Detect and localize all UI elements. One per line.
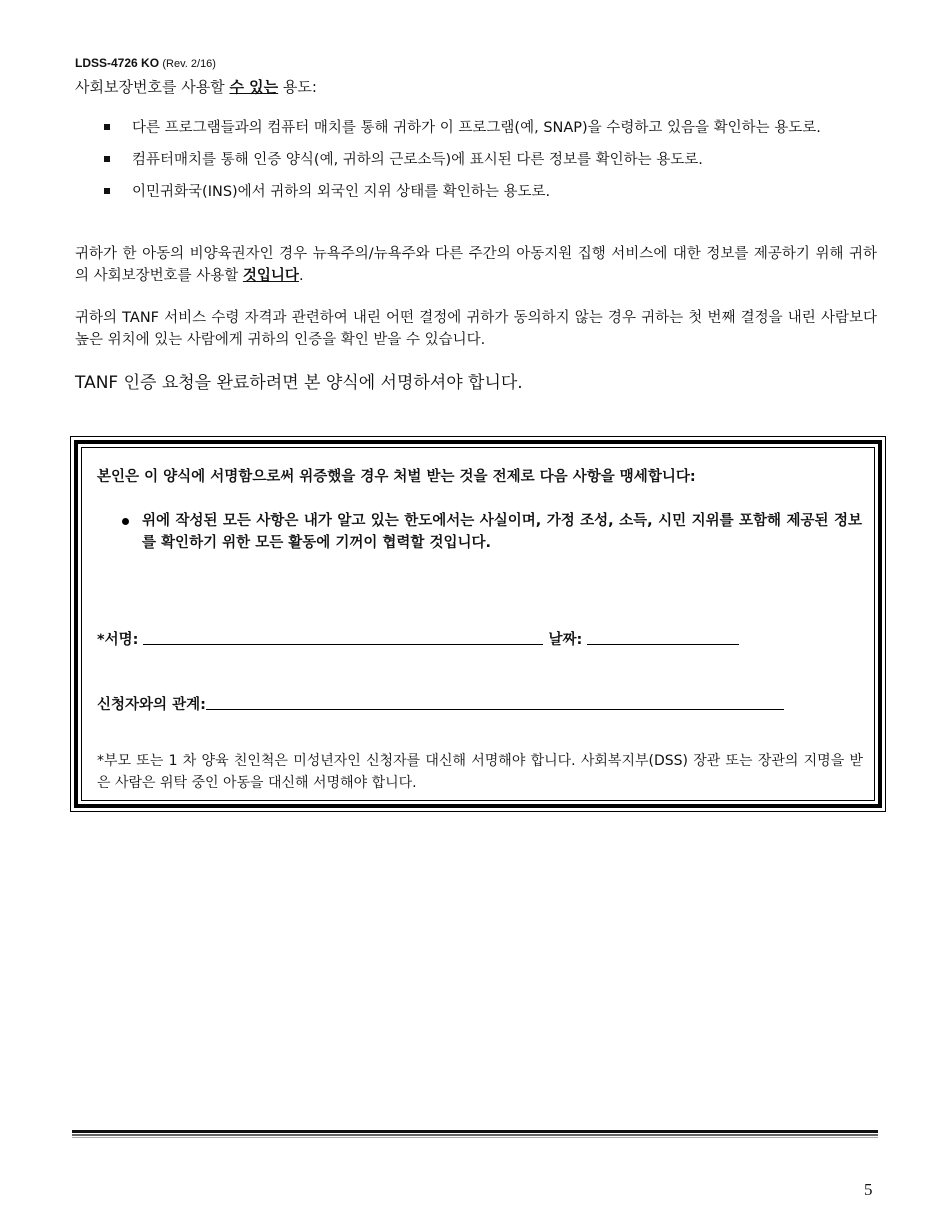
form-code: LDSS-4726 KO <box>75 56 160 70</box>
page-number: 5 <box>864 1180 873 1199</box>
signature-row <box>97 628 739 649</box>
signature-field[interactable] <box>143 643 543 645</box>
signature-note: *부모 또는 1 차 양육 친인척은 미성년자인 신청자를 대신해 서명해야 합니다. 사회복지부(DSS) 장관 또는 장관의 지명을 받은 사람은 위탁 중인 아동을 대신해 서명해야 합니다. <box>97 753 863 791</box>
certification-list <box>122 510 862 554</box>
relationship-label: 신청자와의 관계: <box>97 697 206 713</box>
footer-divider <box>72 1130 878 1138</box>
list-item: 이민귀화국(INS)에서 귀하의 외국인 지위 상태를 확인하는 용도로. <box>104 182 877 203</box>
child-support-paragraph: 귀하가 한 아동의 비양육권자인 경우 뉴욕주의/뉴욕주와 다른 주간의 아동지원 집행 서비스에 대한 정보를 제공하기 위해 귀하의 사회보장번호를 사용할 것입니다. <box>75 246 877 284</box>
signature-label: *서명: <box>97 632 139 648</box>
list-item: 위에 작성된 모든 사항은 내가 알고 있는 한도에서는 사실이며, 가정 조성, 소득, 시민 지위를 포함해 제공된 정보를 확인하기 위한 모든 활동에 기꺼이 협력할 것입니다. <box>122 510 862 554</box>
square-bullet-icon <box>104 156 110 162</box>
square-bullet-icon <box>104 188 110 194</box>
ssn-uses-heading: 사회보장번호를 사용할 수 있는 용도: <box>75 78 317 96</box>
form-revision: (Rev. 2/16) <box>162 58 216 70</box>
emphasis-will: 것입니다 <box>242 268 299 284</box>
form-identifier <box>75 56 216 70</box>
certification-intro: 본인은 이 양식에 서명함으로써 위증했을 경우 처벌 받는 것을 전제로 다음 사항을 맹세합니다: <box>97 469 696 485</box>
review-paragraph: 귀하의 TANF 서비스 수령 자격과 관련하여 내린 어떤 결정에 귀하가 동의하지 않는 경우 귀하는 첫 번째 결정을 내린 사람보다 높은 위치에 있는 사람에게 귀하의 인증을 확인 받을 수 있습니다. <box>75 310 877 348</box>
sign-required-paragraph: TANF 인증 요청을 완료하려면 본 양식에 서명하셔야 합니다. <box>75 373 523 393</box>
list-item: 컴퓨터매치를 통해 인증 양식(예, 귀하의 근로소득)에 표시된 다른 정보를 확인하는 용도로. <box>104 150 877 171</box>
ssn-uses-list <box>104 118 877 214</box>
bullet-icon <box>122 518 129 525</box>
emphasis-can: 수 있는 <box>229 78 279 96</box>
relationship-field[interactable] <box>206 708 784 710</box>
date-label: 날짜: <box>548 632 583 648</box>
square-bullet-icon <box>104 124 110 130</box>
list-item: 다른 프로그램들과의 컴퓨터 매치를 통해 귀하가 이 프로그램(예, SNAP)을 수령하고 있음을 확인하는 용도로. <box>104 118 877 139</box>
date-field[interactable] <box>587 643 739 645</box>
certification-box <box>70 436 886 812</box>
relationship-row <box>97 693 784 714</box>
